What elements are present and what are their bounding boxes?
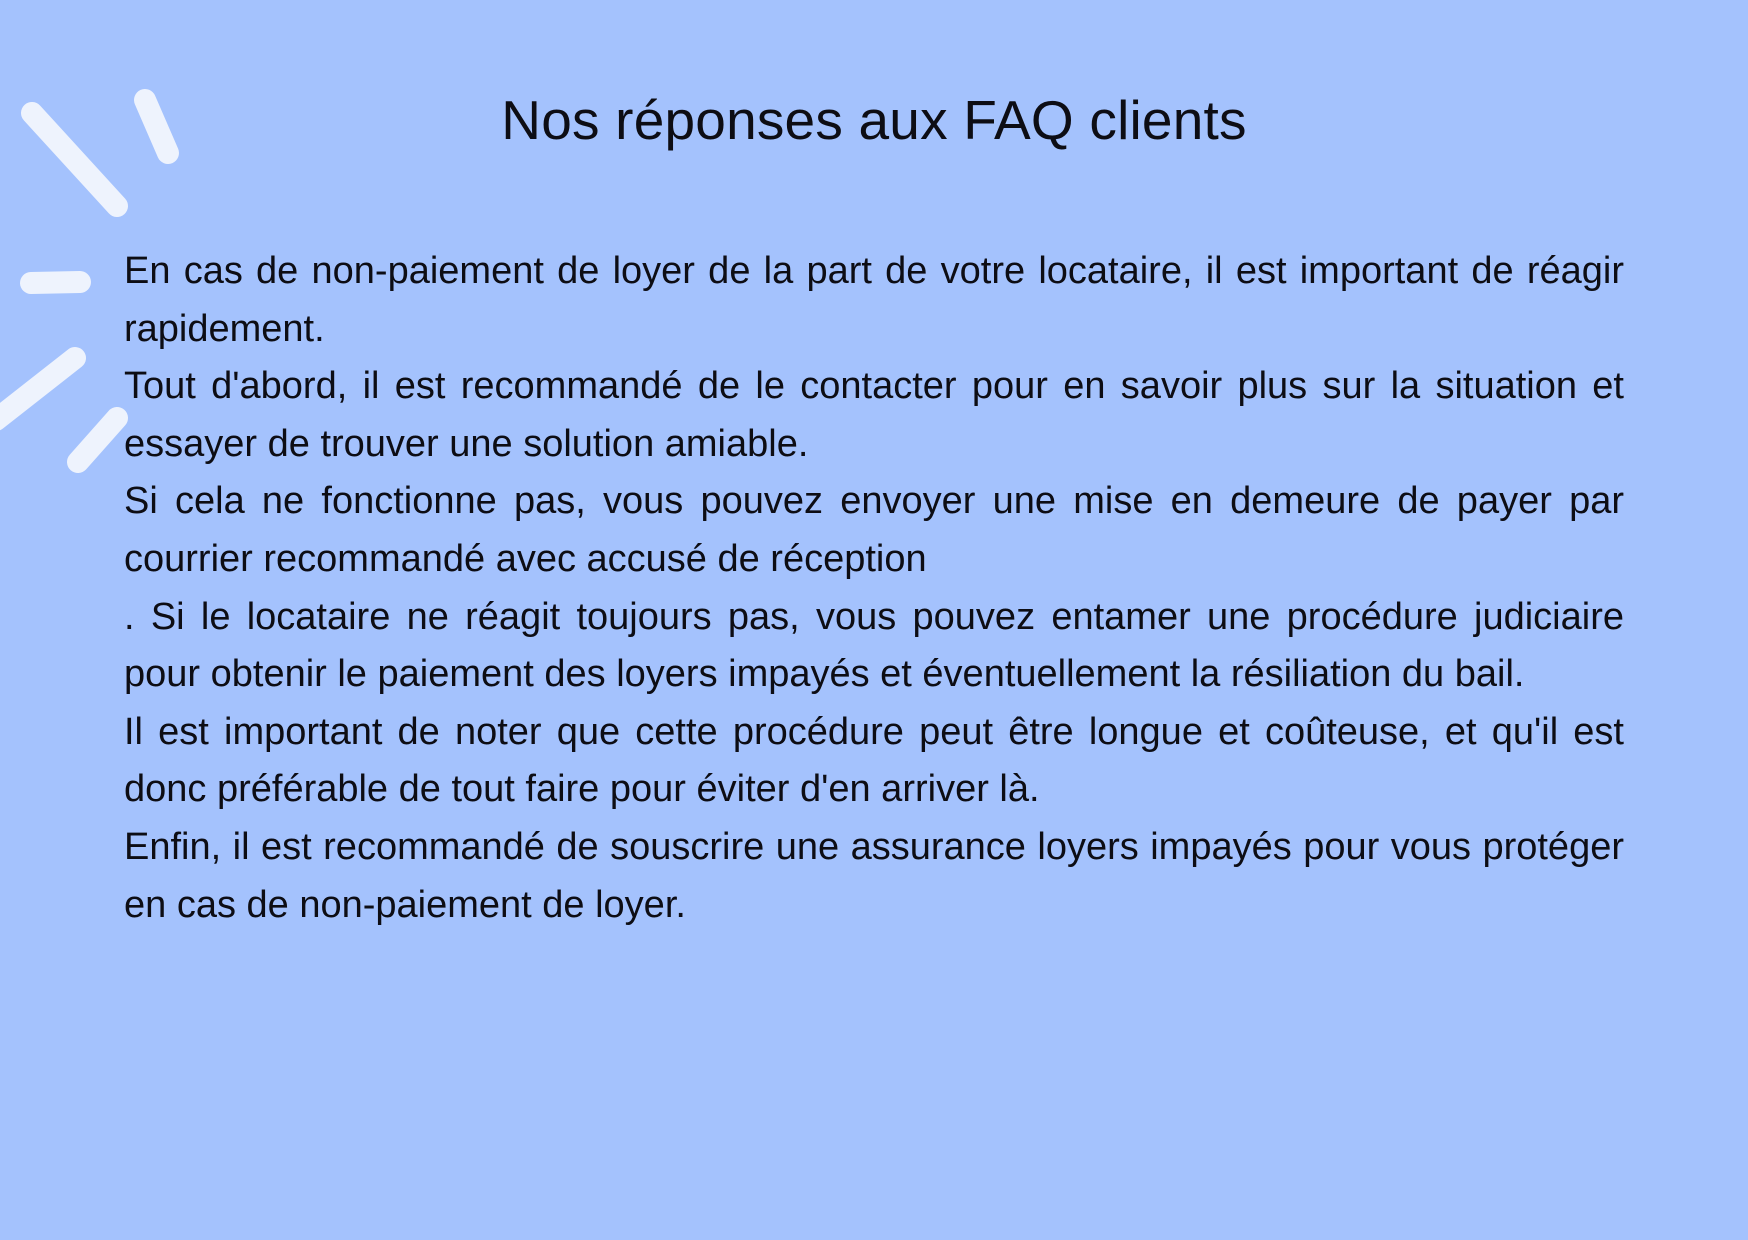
sparkle-stroke [0,358,75,420]
page-title: Nos réponses aux FAQ clients [501,89,1247,151]
faq-paragraph: . Si le locataire ne réagit toujours pas, vous pouvez entamer une procédure judiciaire pour obtenir le paiement des loyers impayés et éventuellement la résiliation du bail. [124,595,1624,696]
faq-paragraph: Si cela ne fonctionne pas, vous pouvez envoyer une mise en demeure de payer par courrier recommandé avec accusé de réception [124,480,1624,580]
faq-paragraph: Tout d'abord, il est recommandé de le contacter pour en savoir plus sur la situation et essayer de trouver une solution amiable. [124,365,1624,465]
sparkle-stroke [31,282,80,283]
faq-paragraph: En cas de non-paiement de loyer de la part de votre locataire, il est important de réagir rapidement. [124,250,1624,350]
faq-paragraph: Il est important de noter que cette procédure peut être longue et coûteuse, et qu'il est donc préférable de tout faire pour éviter d'en arriver là. [124,710,1624,811]
faq-paragraph: Enfin, il est recommandé de souscrire une assurance loyers impayés pour vous protéger en cas de non-paiement de loyer. [124,825,1624,926]
sparkle-stroke [78,418,117,462]
faq-answer-text [124,243,1624,934]
